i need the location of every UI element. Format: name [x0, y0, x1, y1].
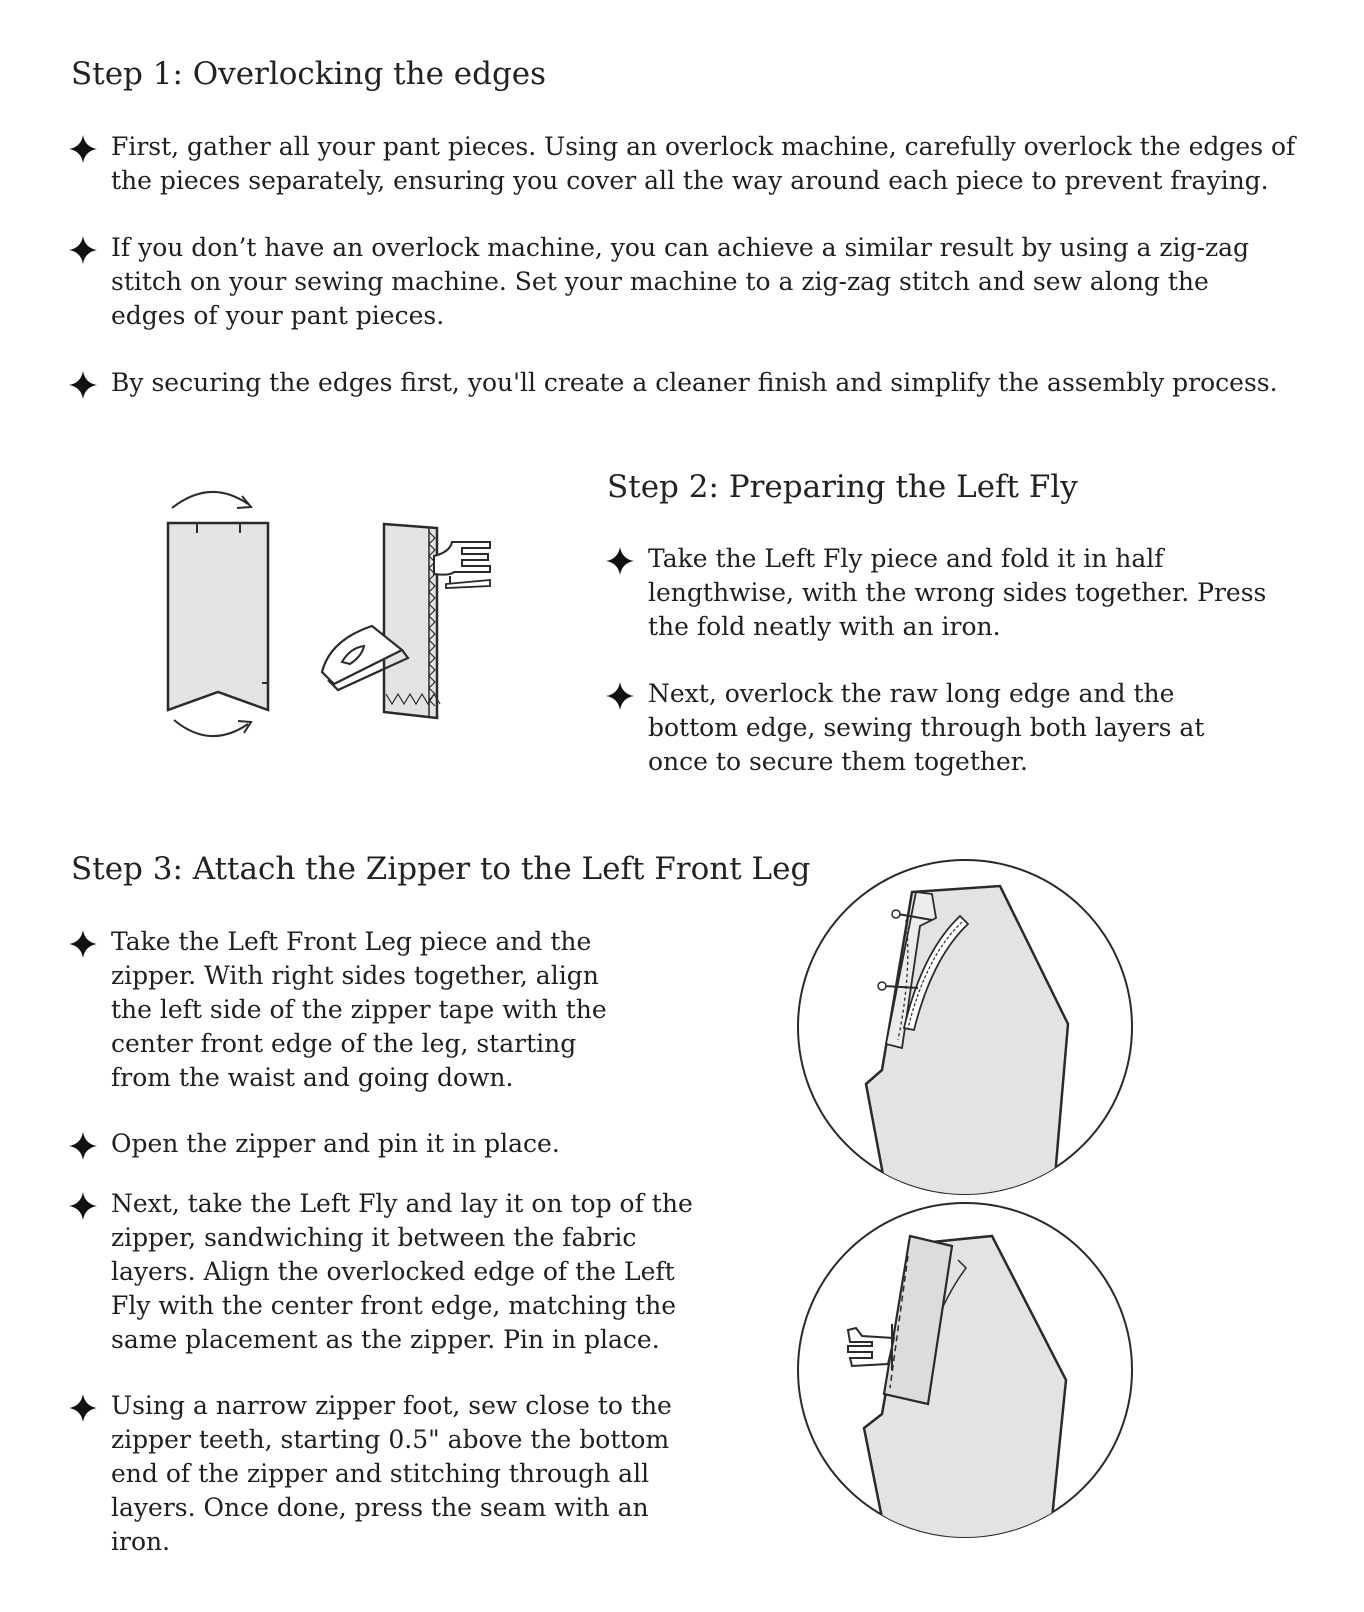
step2-bullet-2: [605, 677, 1268, 779]
zipper-pinning-illustration: [790, 852, 1140, 1202]
four-point-star-icon: [68, 1131, 98, 1161]
step3-bullet-2-text: Open the zipper and pin it in place.: [111, 1129, 560, 1158]
four-point-star-icon: [68, 1191, 98, 1221]
zipper-sewing-illustration: [790, 1198, 1140, 1548]
step3-bullet-3: [68, 1187, 701, 1357]
four-point-star-icon: [605, 681, 635, 711]
step1-bullet-2-text: If you don’t have an overlock machine, you can achieve a similar result by using a zig-zag stitch on your sewing machine. Set your machine to a zig-zag stitch and sew along the edges of your pant pieces.: [111, 233, 1250, 330]
four-point-star-icon: [605, 546, 635, 576]
step2-bullet-2-text: Next, overlock the raw long edge and the bottom edge, sewing through both layers at once to secure them together.: [648, 679, 1205, 776]
step3-bullet-1: [68, 925, 611, 1095]
step1-bullet-3-text: By securing the edges first, you'll create a cleaner finish and simplify the assembly process.: [111, 368, 1278, 397]
step3-bullet-4: [68, 1389, 701, 1559]
step3-title: Step 3: Attach the Zipper to the Left Front Leg: [71, 851, 811, 887]
step1-bullet-2: [68, 231, 1271, 333]
step3-bullet-2: [68, 1127, 751, 1161]
step1-bullet-3: [68, 366, 1311, 400]
step1-bullet-1-text: First, gather all your pant pieces. Using an overlock machine, carefully overlock the edges of the pieces separately, ensuring you cover all the way around each piece to prevent fraying.: [111, 132, 1296, 195]
step3-bullet-3-text: Next, take the Left Fly and lay it on top of the zipper, sandwiching it between the fabric layers. Align the overlocked edge of the Left Fly with the center front edge, matching the same placement as the zipper. Pin in place.: [111, 1189, 693, 1354]
step2-bullet-1: [605, 542, 1268, 644]
step2-bullet-1-text: Take the Left Fly piece and fold it in half lengthwise, with the wrong sides together. Press the fold neatly with an iron.: [648, 544, 1267, 641]
step3-bullet-1-text: Take the Left Front Leg piece and the zipper. With right sides together, align the left side of the zipper tape with the center front edge of the leg, starting from the waist and going down.: [111, 927, 607, 1092]
four-point-star-icon: [68, 235, 98, 265]
four-point-star-icon: [68, 134, 98, 164]
step1-bullet-1: [68, 130, 1311, 198]
step1-title: Step 1: Overlocking the edges: [71, 56, 547, 92]
step3-bullet-4-text: Using a narrow zipper foot, sew close to the zipper teeth, starting 0.5" above the bottom end of the zipper and stitching through all layers. Once done, press the seam with an iron.: [111, 1391, 672, 1556]
left-fly-illustration: [150, 480, 510, 750]
four-point-star-icon: [68, 1393, 98, 1423]
four-point-star-icon: [68, 370, 98, 400]
step2-title: Step 2: Preparing the Left Fly: [607, 469, 1078, 505]
four-point-star-icon: [68, 929, 98, 959]
